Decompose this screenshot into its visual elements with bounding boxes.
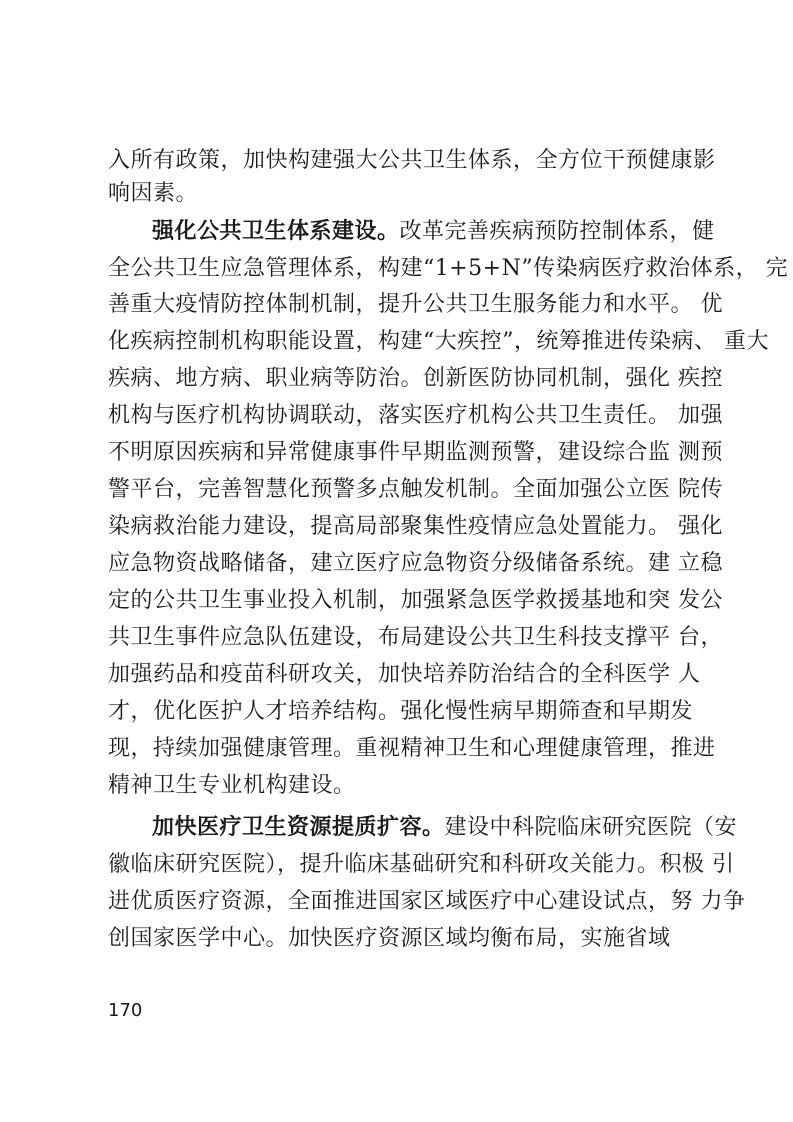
text-line: 响因素。 — [108, 181, 199, 206]
text-span: 改革完善疾病预防控制体系，健 — [399, 219, 715, 244]
text-line: 疾病、地方病、职业病等防治。创新医防协同机制，强化 疾控 — [108, 366, 723, 391]
text-line: 创国家医学中心。加快医疗资源区域均衡布局，实施省域 — [108, 926, 671, 951]
text-line: 加强药品和疫苗科研攻关，加快培养防治结合的全科医学 人 — [108, 662, 701, 687]
paragraph-heading: 加快医疗卫生资源提质扩容。 — [152, 814, 445, 840]
text-line: 共卫生事件应急队伍建设，布局建设公共卫生科技支撑平 台， — [108, 625, 723, 650]
text-line: 定的公共卫生事业投入机制，加强紧急医学救援基地和突 发公 — [108, 588, 723, 613]
text-line: 现，持续加强健康管理。重视精神卫生和心理健康管理，推进 — [108, 736, 716, 761]
text-line: 机构与医疗机构协调联动，落实医疗机构公共卫生责任。 加强 — [108, 403, 723, 428]
paragraph-first-line — [108, 215, 715, 247]
text-line: 不明原因疾病和异常健康事件早期监测预警，建设综合监 测预 — [108, 440, 723, 465]
text-line: 进优质医疗资源，全面推进国家区域医疗中心建设试点，努 力争 — [108, 889, 746, 914]
text-line: 染病救治能力建设，提高局部聚集性疫情应急处置能力。 强化 — [108, 514, 723, 539]
text-line: 精神卫生专业机构建设。 — [108, 773, 356, 798]
text-span: 建设中科院临床研究医院（安 — [444, 815, 738, 840]
text-line: 才，优化医护人才培养结构。强化慢性病早期筛查和早期发 — [108, 699, 694, 724]
text-line: 警平台，完善智慧化预警多点触发机制。全面加强公立医 院传 — [108, 477, 723, 502]
paragraph-first-line — [108, 811, 738, 843]
text-line: 应急物资战略储备，建立医疗应急物资分级储备系统。建 立稳 — [108, 551, 723, 576]
text-line: 善重大疫情防控体制机制，提升公共卫生服务能力和水平。 优 — [108, 292, 723, 317]
text-line: 全公共卫生应急管理体系，构建“1+5+N”传染病医疗救治体系， 完 — [108, 256, 789, 281]
text-line: 化疾病控制机构职能设置，构建“大疾控”，统筹推进传染病、 重大 — [108, 329, 769, 354]
page-number: 170 — [108, 1000, 143, 1021]
paragraph-heading: 强化公共卫生体系建设。 — [152, 218, 400, 244]
text-line: 入所有政策，加快构建强大公共卫生体系，全方位干预健康影 — [108, 148, 716, 173]
text-line: 徽临床研究医院），提升临床基础研究和科研攻关能力。积极 引 — [108, 852, 735, 877]
